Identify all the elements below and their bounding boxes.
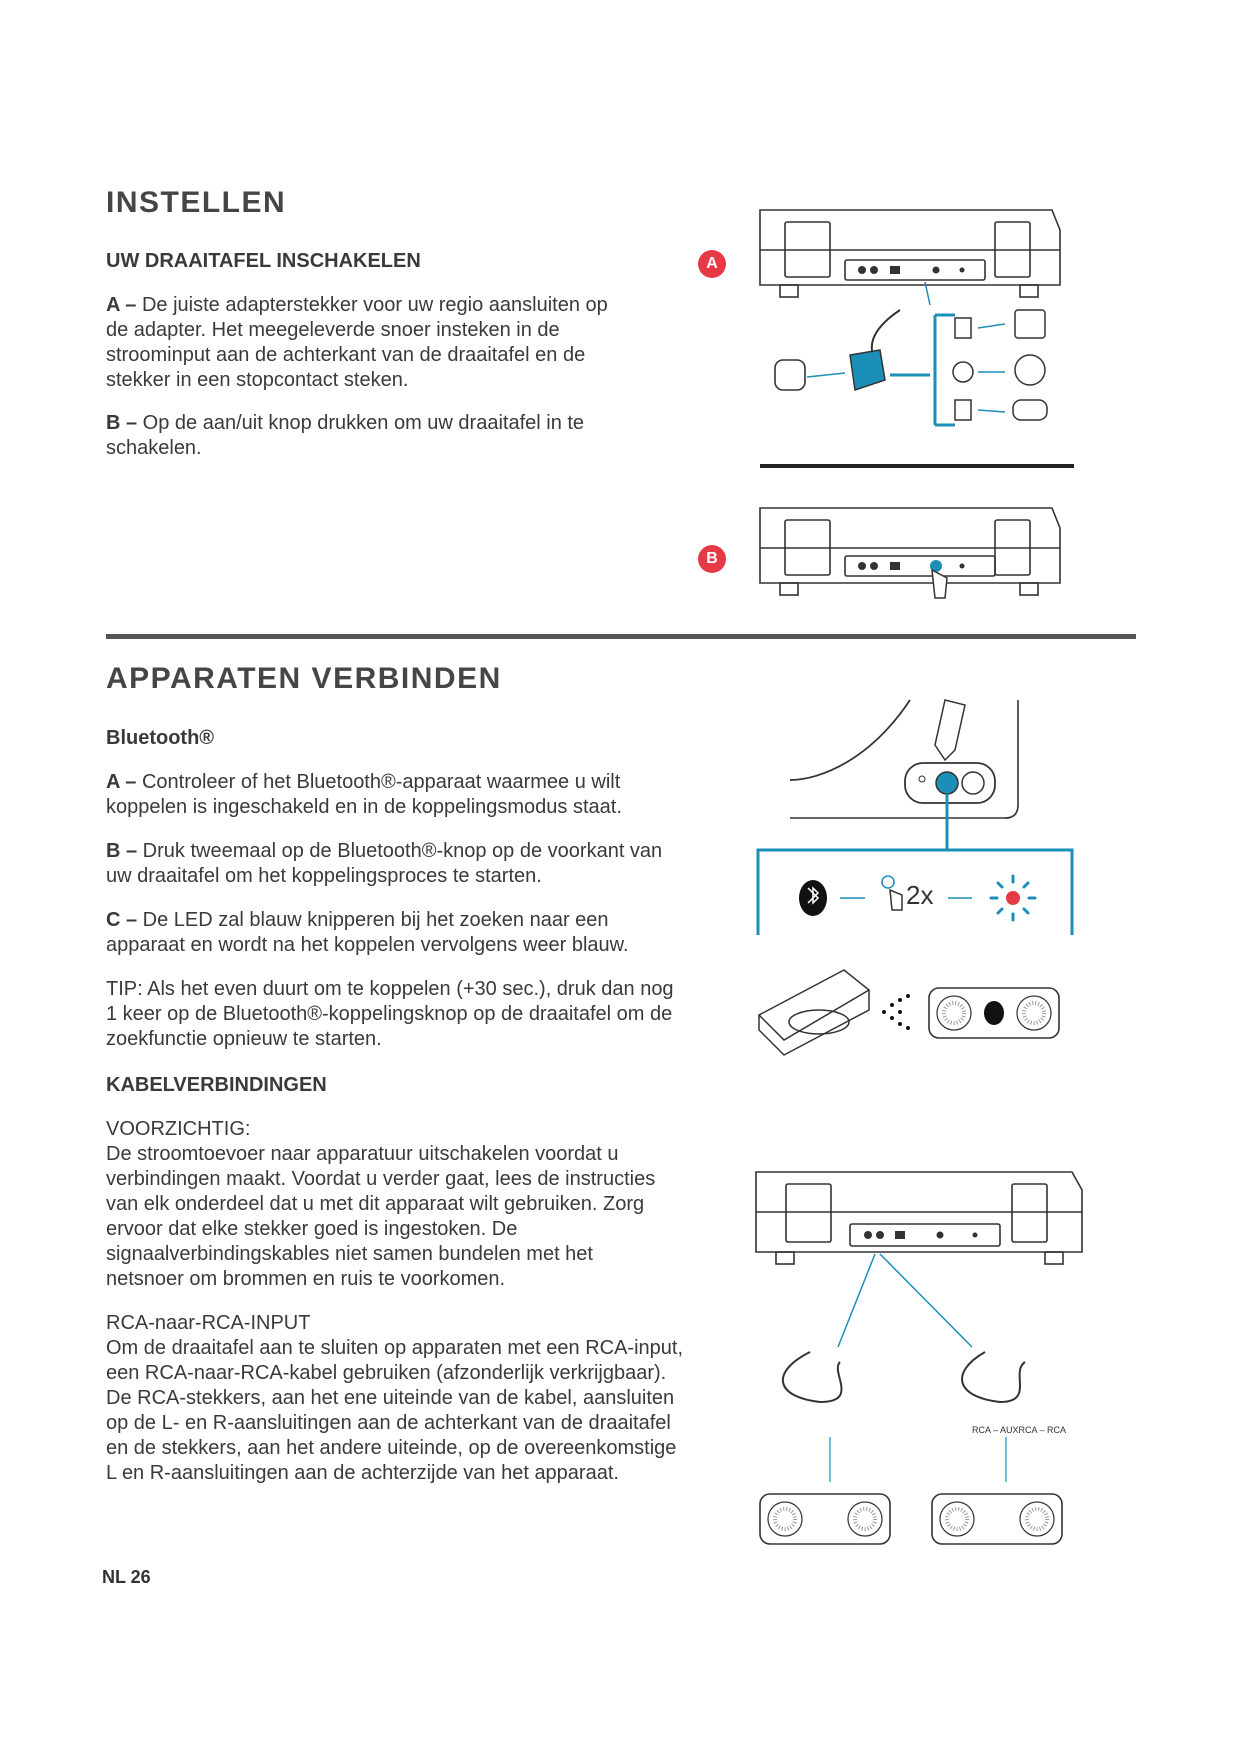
bt-step-b-text: Druk tweemaal op de Bluetooth®-knop op de voorkant van uw draaitafel om het koppelingsproces te starten.	[106, 840, 663, 887]
step-a-text: De juiste adapterstekker voor uw regio aansluiten op de adapter. Het meegeleverde snoer insteken in de stroominput aan de achterkant van de draaitafel en de stekker in een stopcontact steken.	[106, 294, 608, 391]
step-b-text: Op de aan/uit knop drukken om uw draaitafel in te schakelen.	[106, 412, 585, 459]
step-b-power	[106, 411, 596, 461]
subtitle-power-on: UW DRAAITAFEL INSCHAKELEN	[106, 250, 421, 272]
bt-tip: TIP: Als het even duurt om te koppelen (+30 sec.), druk dan nog 1 keer op de Bluetooth®-koppelingsknop op de draaitafel om de zoekfunctie opnieuw te starten.	[106, 978, 674, 1050]
bt-step-a-text: Controleer of het Bluetooth®-apparaat waarmee u wilt koppelen is ingeschakeld en in de koppelingsmodus staat.	[106, 771, 622, 818]
section-title-instellen: INSTELLEN	[106, 186, 287, 219]
press-count: 2x	[906, 880, 934, 910]
subtitle-cables: KABELVERBINDINGEN	[106, 1074, 327, 1096]
bt-step-a-label: A –	[106, 771, 137, 793]
badge-a: A	[698, 250, 726, 278]
bluetooth-pairing-illustration	[754, 960, 1074, 1070]
subtitle-bluetooth: Bluetooth®	[106, 727, 215, 749]
bt-step-c-label: C –	[106, 909, 138, 931]
bt-step-c	[106, 908, 666, 958]
badge-b: B	[698, 545, 726, 573]
page-number: NL 26	[102, 1567, 151, 1587]
caution-heading: VOORZICHTIG:	[106, 1118, 251, 1140]
step-b-label: B –	[106, 412, 138, 434]
illustration-divider	[760, 464, 1074, 468]
caution-text: De stroomtoevoer naar apparatuur uitschakelen voordat u verbindingen maakt. Voordat u verder gaat, lees de instructies van elk onderdeel dat u met dit apparaat wilt gebruiken. Zorg ervoor dat elke stekker goed is ingestoken. De signaalverbindingskables niet samen bundelen met het netsnoer om brommen en ruis te voorkomen.	[106, 1143, 656, 1290]
step-a-label: A –	[106, 294, 137, 316]
cable-label: RCA – AUXRCA – RCA	[972, 1425, 1067, 1435]
rca-text: Om de draaitafel aan te sluiten op apparaten met een RCA-input, een RCA-naar-RCA-kabel gebruiken (afzonderlijk verkrijgbaar). De RCA-stekkers, aan het ene uiteinde van de kabel, aansluiten op de L- en R-aansluitingen aan de achterkant van de draaitafel en de stekkers, aan het andere uiteinde, op de overeenkomstige L en R-aansluitingen aan de achterzijde van het apparaat.	[106, 1337, 684, 1484]
section-title-verbinden: APPARATEN VERBINDEN	[106, 662, 502, 695]
bt-step-c-text: De LED zal blauw knipperen bij het zoeken naar een apparaat en wordt na het koppelen vervolgens weer blauw.	[106, 909, 629, 956]
step-a-power	[106, 293, 626, 393]
bt-step-b	[106, 839, 666, 889]
bt-step-a	[106, 770, 666, 820]
bt-step-b-label: B –	[106, 840, 138, 862]
turntable-button-illustration	[750, 498, 1080, 608]
section-divider	[106, 634, 1136, 639]
rca-heading: RCA-naar-RCA-INPUT	[106, 1312, 311, 1334]
rca-connection-illustration	[750, 1162, 1090, 1562]
turntable-power-illustration	[750, 200, 1080, 470]
